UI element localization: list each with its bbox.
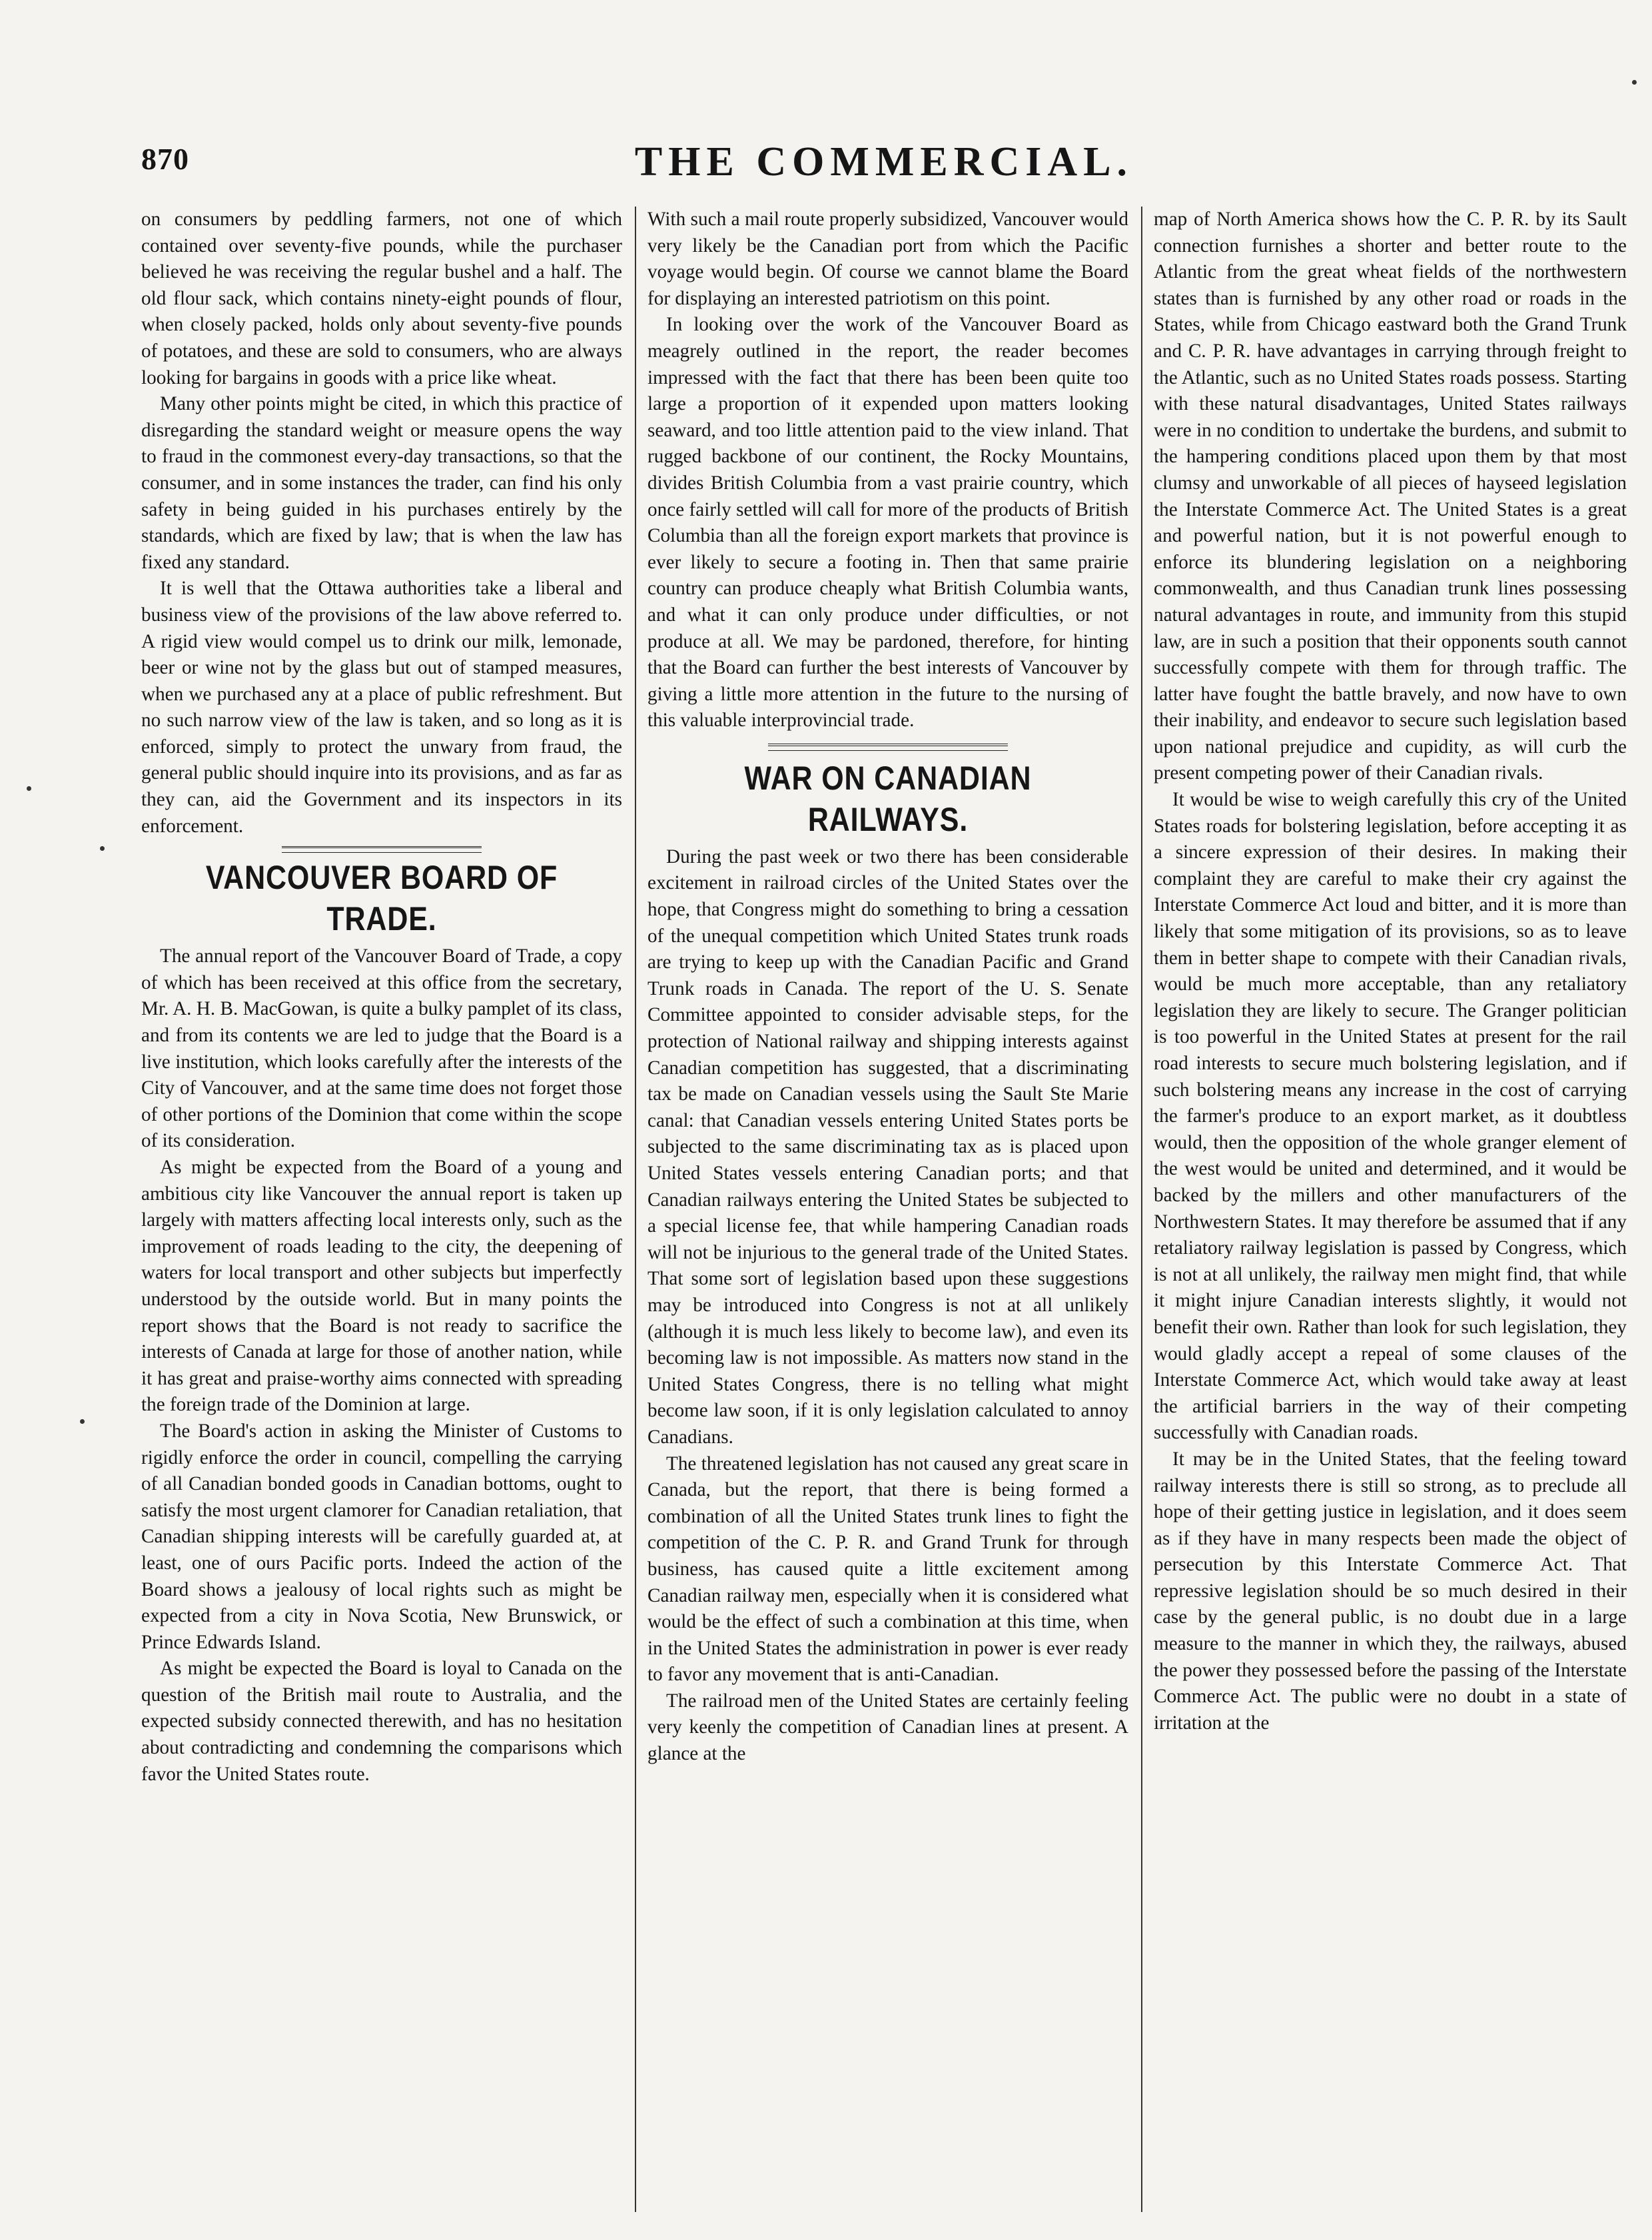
margin-speck xyxy=(1632,80,1637,85)
paragraph: map of North America shows how the C. P. R. by its Sault connection furnishes a shorter and better route to the Atlantic from the great wheat fields of the northwestern states than is furnished by any other road or roads in the States, while from Chicago eastward both the Grand Trunk and C. P. R. have advantages in carrying through freight to the Atlantic, such as no United States roads possess. Starting with these natural disadvantages, United States railways were in no condition to undertake the burdens, and submit to the hampering conditions placed upon them by that most clumsy and unworkable of all pieces of hayseed legislation the Interstate Commerce Act. The United States is a great and powerful nation, but it is not powerful enough to enforce its blundering legislation on a neighboring commonwealth, and thus Canadian trunk lines possessing natural advantages in route, and immunity from this stupid law, are in such a position that their opponents south cannot successfully compete with them for through traffic. The latter have fought the battle bravely, and now have to own their inability, and endeavor to secure such legislation based upon national prejudice and cupidity, as will curb the present competing power of their Canadian rivals. xyxy=(1154,209,1627,784)
page-number: 870 xyxy=(141,142,189,176)
column-1 xyxy=(141,207,622,2212)
column-3 xyxy=(1154,207,1627,2212)
article-headline: WAR ON CANADIAN RAILWAYS. xyxy=(744,759,1032,838)
paragraph: It is well that the Ottawa authorities take a liberal and business view of the provisions of the law above referred to. A rigid view would compel us to drink our milk, lemonade, beer or wine not by the glass but out of stamped measures, when we purchased any at a place of public refreshment. But no such narrow view of the law is taken, and so long as it is enforced, simply to protect the unwary from fraud, the general public should inquire into its provisions, and as far as they can, aid the Government and its inspectors in its enforcement. xyxy=(141,578,622,837)
paragraph: The railroad men of the United States are certainly feeling very keenly the competition of Canadian lines at present. A glance at the xyxy=(647,1690,1128,1765)
column-2 xyxy=(647,207,1128,2212)
section-rule xyxy=(768,744,1008,751)
article-columns xyxy=(141,207,1627,2212)
paragraph: In looking over the work of the Vancouver Board as meagrely outlined in the report, the reader becomes impressed with the fact that there has been been quite too large a proportion of it expended upon matters looking seaward, and too little attention paid to the view inland. That rugged backbone of our continent, the Rocky Mountains, divides British Columbia from a vast prairie country, which once fairly settled will call for more of the products of British Columbia than all the foreign export markets that province is ever likely to secure a footing in. Then that same prairie country can produce cheaply what British Columbia wants, and what it can only produce under difficulties, or not produce at all. We may be pardoned, therefore, for hinting that the Board can further the best interests of Vancouver by giving a little more attention in the future to the nursing of this valuable interprovincial trade. xyxy=(647,314,1128,732)
paragraph: As might be expected the Board is loyal to Canada on the question of the British mail route to Australia, and the expected subsidy connected therewith, and has no hesitation about contradicting and condemning the comparisons which favor the United States route. xyxy=(141,1658,622,1785)
margin-speck xyxy=(100,846,105,851)
paragraph: It would be wise to weigh carefully this cry of the United States roads for bolstering legislation, before accepting it as a sincere expression of their desires. In making their complaint they are careful to make their cry against the Interstate Commerce Act loud and bitter, and it is more than likely that some mitigation of its provisions, so as to leave them in better shape to compete with their Canadian rivals, would be much more acceptable, than any retaliatory legislation they are likely to secure. The Granger politician is too powerful in the United States at present for the rail road interests to secure much bolstering legislation, and if such bolstering means any increase in the cost of carrying the farmer's produce to an export market, as it doubtless would, then the opposition of the whole granger element of the west would be united and determined, and it would be backed by the millers and other manufacturers of the Northwestern States. It may therefore be assumed that if any retaliatory railway legislation is passed by Congress, which is not at all unlikely, the railway men might find, that while it might injure Canadian interests slightly, it would not benefit their own. Rather than look for such legislation, they would gladly accept a repeal of some clauses of the Interstate Commerce Act, which would take away at least the artificial barriers in the way of their competing successfully with Canadian roads. xyxy=(1154,789,1627,1444)
paragraph: It may be in the United States, that the feeling toward railway interests there is still so strong, as to preclude all hope of their getting justice in legislation, and it does seem as if they have in many respects been made the object of persecution by this Interstate Commerce Act. That repressive legislation should be so much desired in their case by the general public, is no doubt due in a large measure to the manner in which they, the railways, abused the power they possessed before the passing of the Interstate Commerce Act. The public were no doubt in a state of irritation at the xyxy=(1154,1448,1627,1734)
section-rule xyxy=(282,846,482,853)
paragraph: on consumers by peddling farmers, not one of which contained over seventy-five pounds, while the purchaser believed he was receiving the regular bushel and a half. The old flour sack, which contains ninety-eight pounds of flour, when closely packed, holds only about seventy-five pounds of potatoes, and these are sold to consumers, who are always looking for bargains in goods with a price like wheat. xyxy=(141,209,622,388)
paragraph: During the past week or two there has been considerable excitement in railroad circles of the United States over the hope, that Congress might do something to bring a cessation of the unequal competition which United States trunk roads are trying to keep up with the Canadian Pacific and Grand Trunk roads in Canada. The report of the U. S. Senate Committee appointed to consider advisable steps, for the protection of National railway and shipping interests against Canadian competition has suggested, that a discriminating tax be made on Canadian vessels using the Sault Ste Marie canal: that Canadian vessels entering United States ports be subjected to the same discriminating tax as is placed upon United States vessels entering Canadian ports; and that Canadian railways entering the United States be subjected to a special license fee, that while hampering Canadian roads will not be injurious to the general trade of the United States. That some sort of legislation based upon these suggestions may be introduced into Congress is not at all unlikely (although it is much less likely to become law), and even its becoming law is not impossible. As matters now stand in the United States Congress, there is no telling what might become law soon, if it is only legislation calculated to annoy Canadians. xyxy=(647,845,1128,1448)
paragraph: Many other points might be cited, in which this practice of disregarding the standard weight or measure opens the way to fraud in the commonest every-day transactions, so that the consumer, and in some instances the trader, can find his only safety in being guided in his purchases entirely by the standards, which are fixed by law; that is when the law has fixed any standard. xyxy=(141,393,622,573)
margin-speck xyxy=(27,786,31,791)
paragraph: The threatened legislation has not caused any great scare in Canada, but the report, that there is being formed a combination of all the United States trunk lines to fight the competition of the C. P. R. and Grand Trunk for through business, has caused quite a little excitement among Canadian railway men, especially when it is considered what would be the effect of such a combination at this time, when in the United States the administration in power is ever ready to favor any movement that is anti-Canadian. xyxy=(647,1452,1128,1686)
margin-speck xyxy=(80,1419,85,1424)
paragraph: As might be expected from the Board of a young and ambitious city like Vancouver the annual report is taken up largely with matters affecting local interests only, such as the improvement of roads leading to the city, the deepening of waters for local transport and other subjects but imperfectly understood by the outside world. But in many points the report shows that the Board is not ready to sacrifice the interests of Canada at large for those of another nation, while it has great and praise-worthy aims connected with spreading the foreign trade of the Dominion at large. xyxy=(141,1157,622,1416)
article-headline: VANCOUVER BOARD OF TRADE. xyxy=(205,859,558,938)
masthead xyxy=(141,139,1627,188)
paragraph: The annual report of the Vancouver Board of Trade, a copy of which has been received at this office from the secretary, Mr. A. H. B. MacGowan, is quite a bulky pamplet of its class, and from its contents we are led to judge that the Board is a live institution, which looks carefully after the interests of the City of Vancouver, and at the same time does not forget those of other portions of the Dominion that come within the scope of its consideration. xyxy=(141,945,622,1152)
paragraph: The Board's action in asking the Minister of Customs to rigidly enforce the order in council, compelling the carrying of all Canadian bonded goods in Canadian bottoms, ought to satisfy the most urgent clamorer for Canadian retaliation, that Canadian shipping interests will be carefully guarded at, at least, one of ours Pacific ports. Indeed the action of the Board shows a jealousy of local rights such as might be expected from a city in Nova Scotia, New Brunswick, or Prince Edwards Island. xyxy=(141,1420,622,1653)
paragraph: With such a mail route properly subsidized, Vancouver would very likely be the Canadian port from which the Pacific voyage would begin. Of course we cannot blame the Board for displaying an interested patriotism on this point. xyxy=(647,209,1128,309)
newspaper-title: THE COMMERCIAL. xyxy=(634,139,1134,185)
